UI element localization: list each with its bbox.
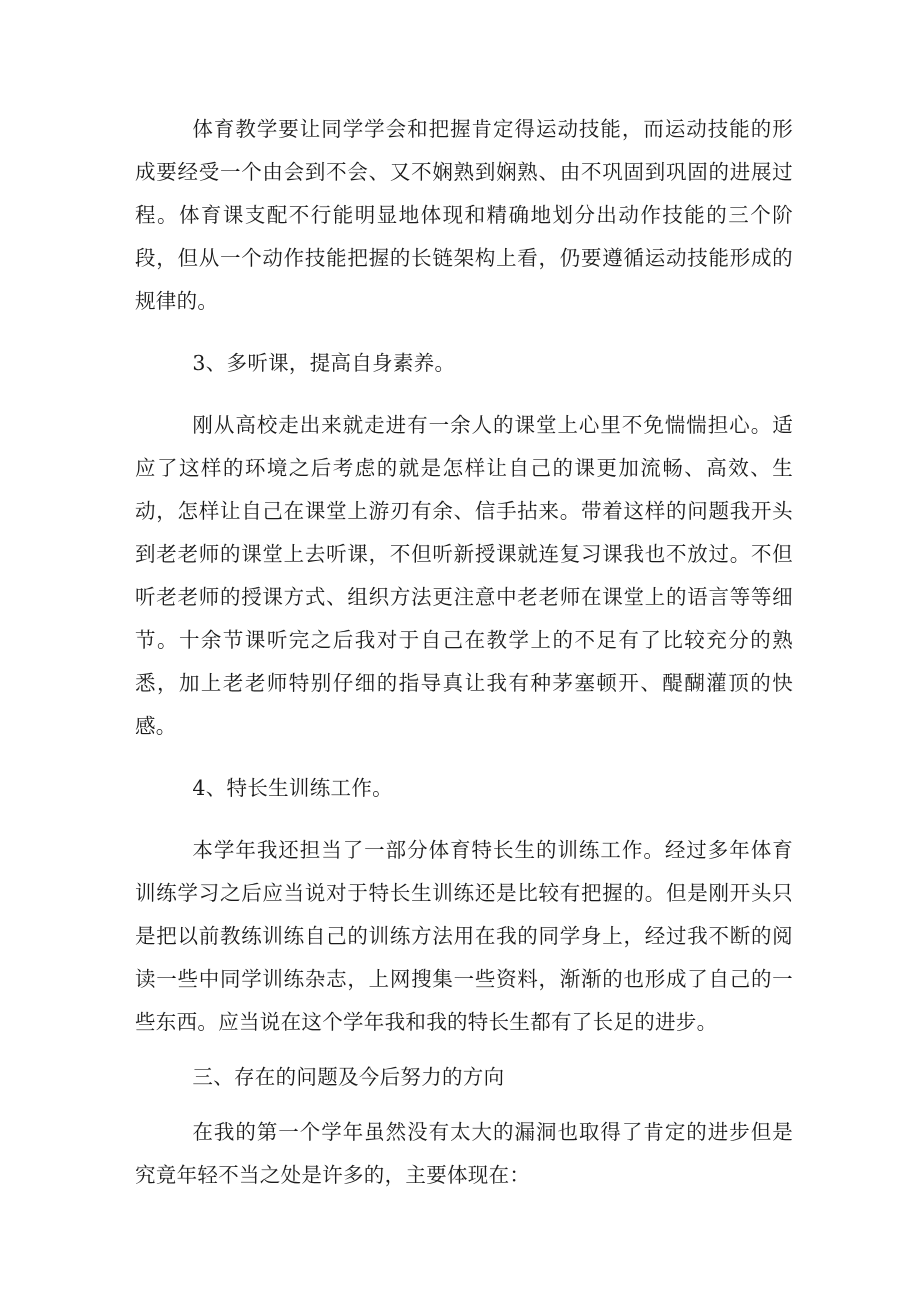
paragraph-motor-skills: 体育教学要让同学学会和把握肯定得运动技能，而运动技能的形成要经受一个由会到不会、又不娴熟到娴熟、由不巩固到巩固的进展过程。体育课支配不行能明显地体现和精确地划分出动作技能的三个阶段，但从一个动作技能把握的长链架构上看，仍要遵循运动技能形成的规律的。 <box>135 117 793 313</box>
paragraph-attend-classes: 刚从高校走出来就走进有一余人的课堂上心里不免惴惴担心。适应了这样的环境之后考虑的就是怎样让自己的课更加流畅、高效、生动，怎样让自己在课堂上游刃有余、信手拈来。带着这样的问题我开头到老老师的课堂上去听课，不但听新授课就连复习课我也不放过。不但听老老师的授课方式、组织方法更注意中老老师在课堂上的语言等等细节。十余节课听完之后我对于自己在教学上的不足有了比较充分的熟悉，加上老老师特别仔细的指导真让我有种茅塞顿开、醍醐灌顶的快感。 <box>135 413 793 738</box>
document-page <box>135 108 793 1197</box>
paragraph-problems: 在我的第一个学年虽然没有太大的漏洞也取得了肯定的进步但是究竟年轻不当之处是许多的，主要体现在： <box>135 1120 793 1187</box>
heading-specialty-training: 4、特长生训练工作。 <box>192 776 393 800</box>
section-heading-problems: 三、存在的问题及今后努力的方向 <box>192 1065 505 1089</box>
heading-attend-classes: 3、多听课，提高自身素养。 <box>192 351 456 375</box>
paragraph-specialty-training: 本学年我还担当了一部分体育特长生的训练工作。经过多年体育训练学习之后应当说对于特长生训练还是比较有把握的。但是刚开头只是把以前教练训练自己的训练方法用在我的同学身上，经过我不断的阅读一些中同学训练杂志，上网搜集一些资料，渐渐的也形成了自己的一些东西。应当说在这个学年我和我的特长生都有了长足的进步。 <box>135 838 793 1034</box>
